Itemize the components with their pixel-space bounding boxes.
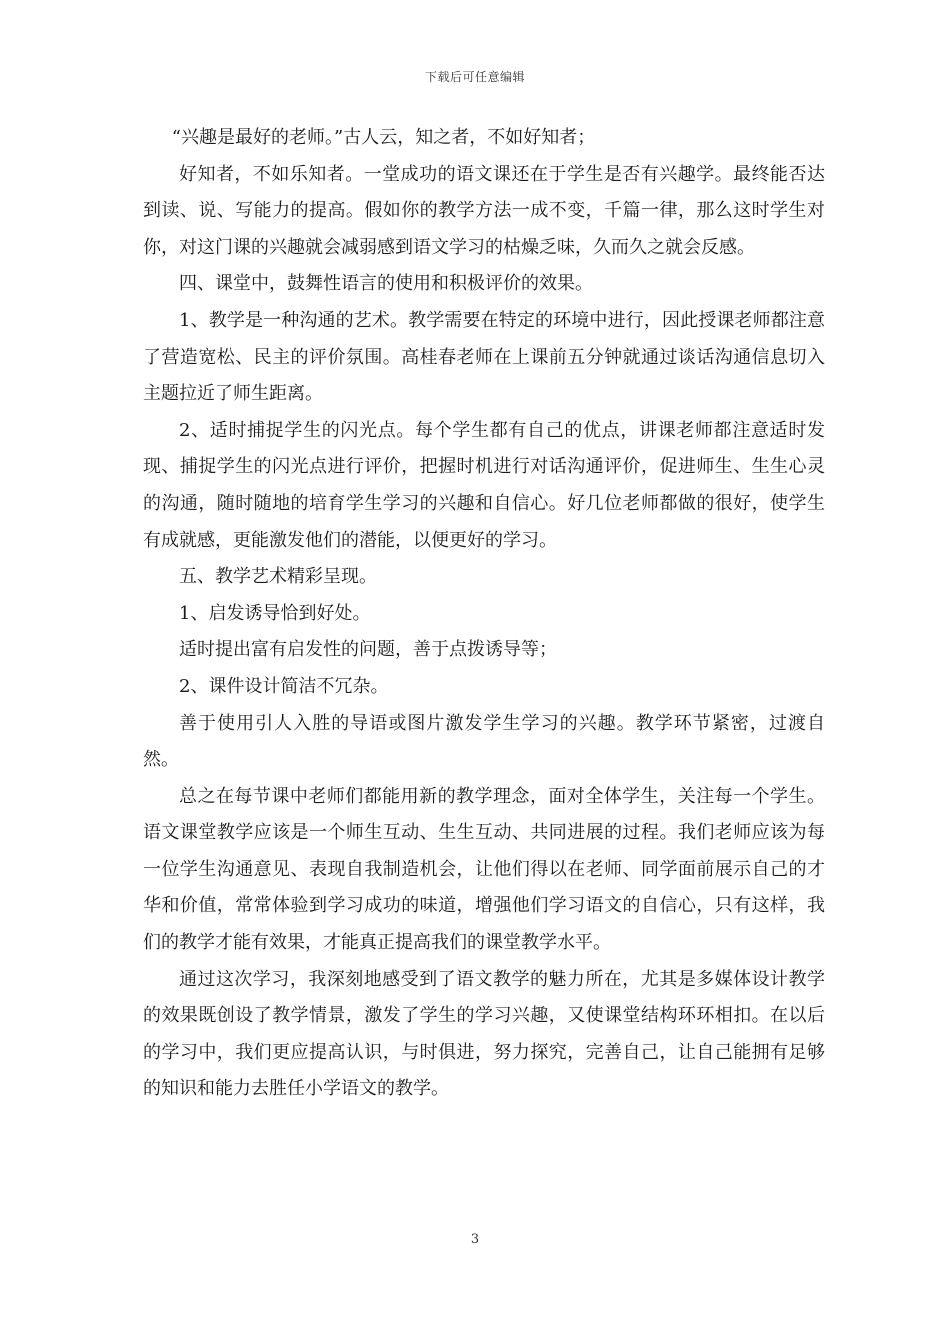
paragraph: 1、启发诱导恰到好处。 (179, 602, 371, 624)
section-heading: 五、教学艺术精彩呈现。 (179, 566, 377, 588)
paragraph: 通过这次学习，我深刻地感受到了语文教学的魅力所在，尤其是多媒体设计教学的效果既创设了教学情景，激发了学生的学习兴趣，又使课堂结构环环相扣。在以后的学习中，我们更应提高认识，与时俱进，努力探究，完善自己，让自己能拥有足够的知识和能力去胜任小学语文的教学。 (143, 968, 825, 1100)
document-body (143, 120, 825, 1108)
section-heading: 四、课堂中，鼓舞性语言的使用和积极评价的效果。 (179, 273, 593, 295)
paragraph: 2、适时捕捉学生的闪光点。每个学生都有自己的优点，讲课老师都注意适时发现、捕捉学生的闪光点进行评价，把握时机进行对话沟通评价，促进师生、生生心灵的沟通，随时随地的培育学生学习的兴趣和自信心。好几位老师都做的很好，使学生有成就感，更能激发他们的潜能，以便更好的学习。 (143, 419, 825, 551)
page-number: 3 (470, 1232, 480, 1247)
paragraph: 好知者，不如乐知者。一堂成功的语文课还在于学生是否有兴趣学。最终能否达到读、说、写能力的提高。假如你的教学方法一成不变，千篇一律，那么这时学生对你，对这门课的兴趣就会减弱感到语文学习的枯燥乏味，久而久之就会反感。 (143, 163, 825, 258)
paragraph: 2、课件设计简洁不冗杂。 (179, 675, 389, 697)
paragraph: 适时提出富有启发性的问题，善于点拨诱导等； (179, 639, 557, 661)
paragraph: 善于使用引人入胜的导语或图片激发学生学习的兴趣。教学环节紧密，过渡自然。 (143, 712, 825, 771)
paragraph: 总之在每节课中老师们都能用新的教学理念，面对全体学生，关注每一个学生。语文课堂教学应该是一个师生互动、生生互动、共同进展的过程。我们老师应该为每一位学生沟通意见、表现自我制造机会，让他们得以在老师、同学面前展示自己的才华和价值，常常体验到学习成功的味道，增强他们学习语文的自信心，只有这样，我们的教学才能有效果，才能真正提高我们的课堂教学水平。 (143, 785, 825, 954)
paragraph: 1、教学是一种沟通的艺术。教学需要在特定的环境中进行，因此授课老师都注意了营造宽松、民主的评价氛围。高桂春老师在上课前五分钟就通过谈话沟通信息切入主题拉近了师生距离。 (143, 309, 825, 405)
paragraph: “兴趣是最好的老师。”古人云，知之者，不如好知者； (171, 127, 596, 148)
page-header: 下载后可任意编辑 (424, 70, 525, 84)
